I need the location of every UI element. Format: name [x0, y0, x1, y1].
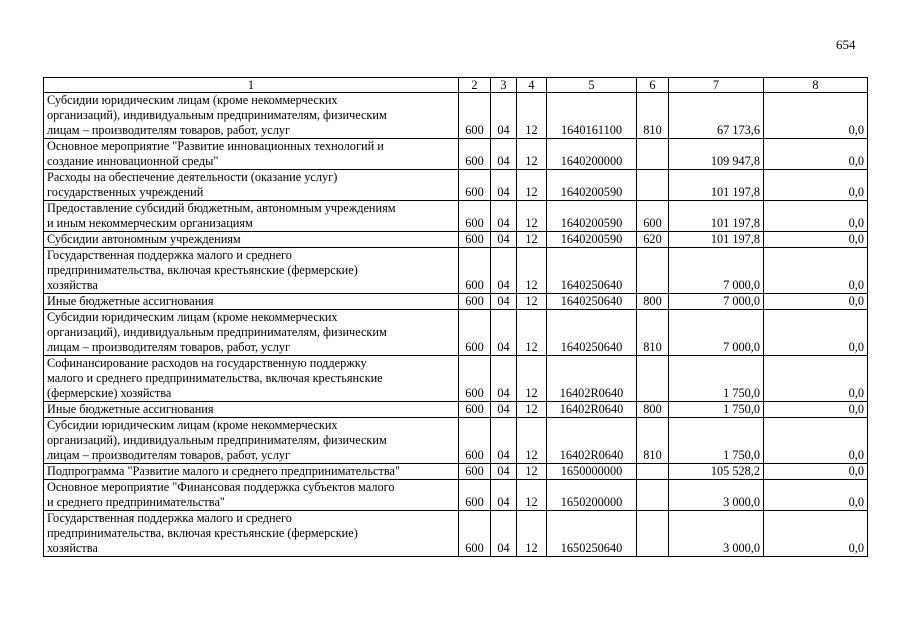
amount-value-2: 0,0 — [764, 464, 868, 480]
col-header-7: 7 — [669, 78, 764, 93]
amount-value: 1 750,0 — [669, 418, 764, 464]
target-article-code: 1650200000 — [547, 480, 637, 511]
target-article-code: 1640250640 — [547, 294, 637, 310]
ministry-code: 600 — [459, 139, 491, 170]
amount-value-2: 0,0 — [764, 418, 868, 464]
table-row — [44, 294, 868, 310]
amount-value-2: 0,0 — [764, 248, 868, 294]
target-article-code: 1640200590 — [547, 232, 637, 248]
target-article-code: 1640250640 — [547, 310, 637, 356]
ministry-code: 600 — [459, 464, 491, 480]
target-article-code: 1650250640 — [547, 511, 637, 557]
section-code: 04 — [491, 310, 517, 356]
expense-type-code — [637, 464, 669, 480]
target-article-code: 1640250640 — [547, 248, 637, 294]
amount-value: 101 197,8 — [669, 170, 764, 201]
expense-type-code: 810 — [637, 310, 669, 356]
table-row — [44, 93, 868, 139]
amount-value: 105 528,2 — [669, 464, 764, 480]
row-name: Иные бюджетные ассигнования — [44, 294, 459, 310]
ministry-code: 600 — [459, 511, 491, 557]
amount-value-2: 0,0 — [764, 480, 868, 511]
amount-value-2: 0,0 — [764, 201, 868, 232]
table-row — [44, 464, 868, 480]
col-header-3: 3 — [491, 78, 517, 93]
ministry-code: 600 — [459, 310, 491, 356]
amount-value-2: 0,0 — [764, 139, 868, 170]
subsection-code: 12 — [517, 480, 547, 511]
subsection-code: 12 — [517, 139, 547, 170]
amount-value: 1 750,0 — [669, 356, 764, 402]
subsection-code: 12 — [517, 356, 547, 402]
section-code: 04 — [491, 480, 517, 511]
amount-value: 7 000,0 — [669, 294, 764, 310]
target-article-code: 16402R0640 — [547, 402, 637, 418]
row-name: Субсидии юридическим лицам (кроме некоммерческих организаций), индивидуальным предпринимателям, физическим лицам – производителям товаров, работ, услуг — [44, 418, 459, 464]
target-article-code: 1640200590 — [547, 170, 637, 201]
subsection-code: 12 — [517, 93, 547, 139]
subsection-code: 12 — [517, 294, 547, 310]
amount-value: 3 000,0 — [669, 480, 764, 511]
ministry-code: 600 — [459, 356, 491, 402]
section-code: 04 — [491, 93, 517, 139]
subsection-code: 12 — [517, 511, 547, 557]
table-row — [44, 170, 868, 201]
ministry-code: 600 — [459, 480, 491, 511]
expense-type-code — [637, 511, 669, 557]
target-article-code: 1650000000 — [547, 464, 637, 480]
row-name: Подпрограмма "Развитие малого и среднего предпринимательства" — [44, 464, 459, 480]
row-name: Расходы на обеспечение деятельности (оказание услуг) государственных учреждений — [44, 170, 459, 201]
row-name: Субсидии юридическим лицам (кроме некоммерческих организаций), индивидуальным предпринимателям, физическим лицам – производителям товаров, работ, услуг — [44, 310, 459, 356]
table-row — [44, 480, 868, 511]
expense-type-code — [637, 170, 669, 201]
section-code: 04 — [491, 170, 517, 201]
expense-type-code — [637, 139, 669, 170]
amount-value: 7 000,0 — [669, 248, 764, 294]
expense-type-code: 600 — [637, 201, 669, 232]
table-row — [44, 232, 868, 248]
section-code: 04 — [491, 402, 517, 418]
ministry-code: 600 — [459, 248, 491, 294]
table-row — [44, 418, 868, 464]
ministry-code: 600 — [459, 201, 491, 232]
table-row — [44, 356, 868, 402]
expense-type-code — [637, 356, 669, 402]
expense-type-code: 810 — [637, 93, 669, 139]
budget-table — [43, 77, 868, 557]
ministry-code: 600 — [459, 93, 491, 139]
table-row — [44, 139, 868, 170]
expense-type-code: 810 — [637, 418, 669, 464]
amount-value: 101 197,8 — [669, 201, 764, 232]
amount-value-2: 0,0 — [764, 170, 868, 201]
section-code: 04 — [491, 418, 517, 464]
section-code: 04 — [491, 201, 517, 232]
row-name: Иные бюджетные ассигнования — [44, 402, 459, 418]
row-name: Государственная поддержка малого и среднего предпринимательства, включая крестьянские (фермерские) хозяйства — [44, 248, 459, 294]
amount-value-2: 0,0 — [764, 356, 868, 402]
amount-value-2: 0,0 — [764, 402, 868, 418]
subsection-code: 12 — [517, 418, 547, 464]
row-name: Софинансирование расходов на государственную поддержку малого и среднего предпринимательства, включая крестьянские (фермерские) хозяйства — [44, 356, 459, 402]
target-article-code: 16402R0640 — [547, 418, 637, 464]
expense-type-code: 800 — [637, 402, 669, 418]
expense-type-code: 800 — [637, 294, 669, 310]
amount-value: 1 750,0 — [669, 402, 764, 418]
subsection-code: 12 — [517, 232, 547, 248]
section-code: 04 — [491, 511, 517, 557]
amount-value-2: 0,0 — [764, 310, 868, 356]
section-code: 04 — [491, 248, 517, 294]
amount-value-2: 0,0 — [764, 232, 868, 248]
subsection-code: 12 — [517, 402, 547, 418]
subsection-code: 12 — [517, 248, 547, 294]
amount-value: 109 947,8 — [669, 139, 764, 170]
page-number: 654 — [836, 37, 856, 52]
amount-value-2: 0,0 — [764, 294, 868, 310]
header-row — [44, 78, 868, 93]
section-code: 04 — [491, 464, 517, 480]
subsection-code: 12 — [517, 464, 547, 480]
row-name: Субсидии юридическим лицам (кроме некоммерческих организаций), индивидуальным предпринимателям, физическим лицам – производителям товаров, работ, услуг — [44, 93, 459, 139]
col-header-1: 1 — [44, 78, 459, 93]
ministry-code: 600 — [459, 294, 491, 310]
table-row — [44, 511, 868, 557]
ministry-code: 600 — [459, 232, 491, 248]
amount-value: 7 000,0 — [669, 310, 764, 356]
amount-value: 67 173,6 — [669, 93, 764, 139]
target-article-code: 1640161100 — [547, 93, 637, 139]
col-header-6: 6 — [637, 78, 669, 93]
row-name: Основное мероприятие "Финансовая поддержка субъектов малого и среднего предпринимательства" — [44, 480, 459, 511]
amount-value: 101 197,8 — [669, 232, 764, 248]
col-header-4: 4 — [517, 78, 547, 93]
section-code: 04 — [491, 294, 517, 310]
amount-value-2: 0,0 — [764, 511, 868, 557]
subsection-code: 12 — [517, 170, 547, 201]
ministry-code: 600 — [459, 402, 491, 418]
expense-type-code: 620 — [637, 232, 669, 248]
amount-value-2: 0,0 — [764, 93, 868, 139]
subsection-code: 12 — [517, 201, 547, 232]
expense-type-code — [637, 248, 669, 294]
ministry-code: 600 — [459, 170, 491, 201]
section-code: 04 — [491, 232, 517, 248]
row-name: Государственная поддержка малого и среднего предпринимательства, включая крестьянские (фермерские) хозяйства — [44, 511, 459, 557]
section-code: 04 — [491, 356, 517, 402]
table-row — [44, 310, 868, 356]
row-name: Предоставление субсидий бюджетным, автономным учреждениям и иным некоммерческим организациям — [44, 201, 459, 232]
col-header-5: 5 — [547, 78, 637, 93]
expense-type-code — [637, 480, 669, 511]
row-name: Субсидии автономным учреждениям — [44, 232, 459, 248]
col-header-8: 8 — [764, 78, 868, 93]
section-code: 04 — [491, 139, 517, 170]
row-name: Основное мероприятие "Развитие инновационных технологий и создание инновационной среды" — [44, 139, 459, 170]
amount-value: 3 000,0 — [669, 511, 764, 557]
table-row — [44, 248, 868, 294]
table-row — [44, 402, 868, 418]
subsection-code: 12 — [517, 310, 547, 356]
target-article-code: 1640200000 — [547, 139, 637, 170]
ministry-code: 600 — [459, 418, 491, 464]
col-header-2: 2 — [459, 78, 491, 93]
table-row — [44, 201, 868, 232]
target-article-code: 16402R0640 — [547, 356, 637, 402]
target-article-code: 1640200590 — [547, 201, 637, 232]
